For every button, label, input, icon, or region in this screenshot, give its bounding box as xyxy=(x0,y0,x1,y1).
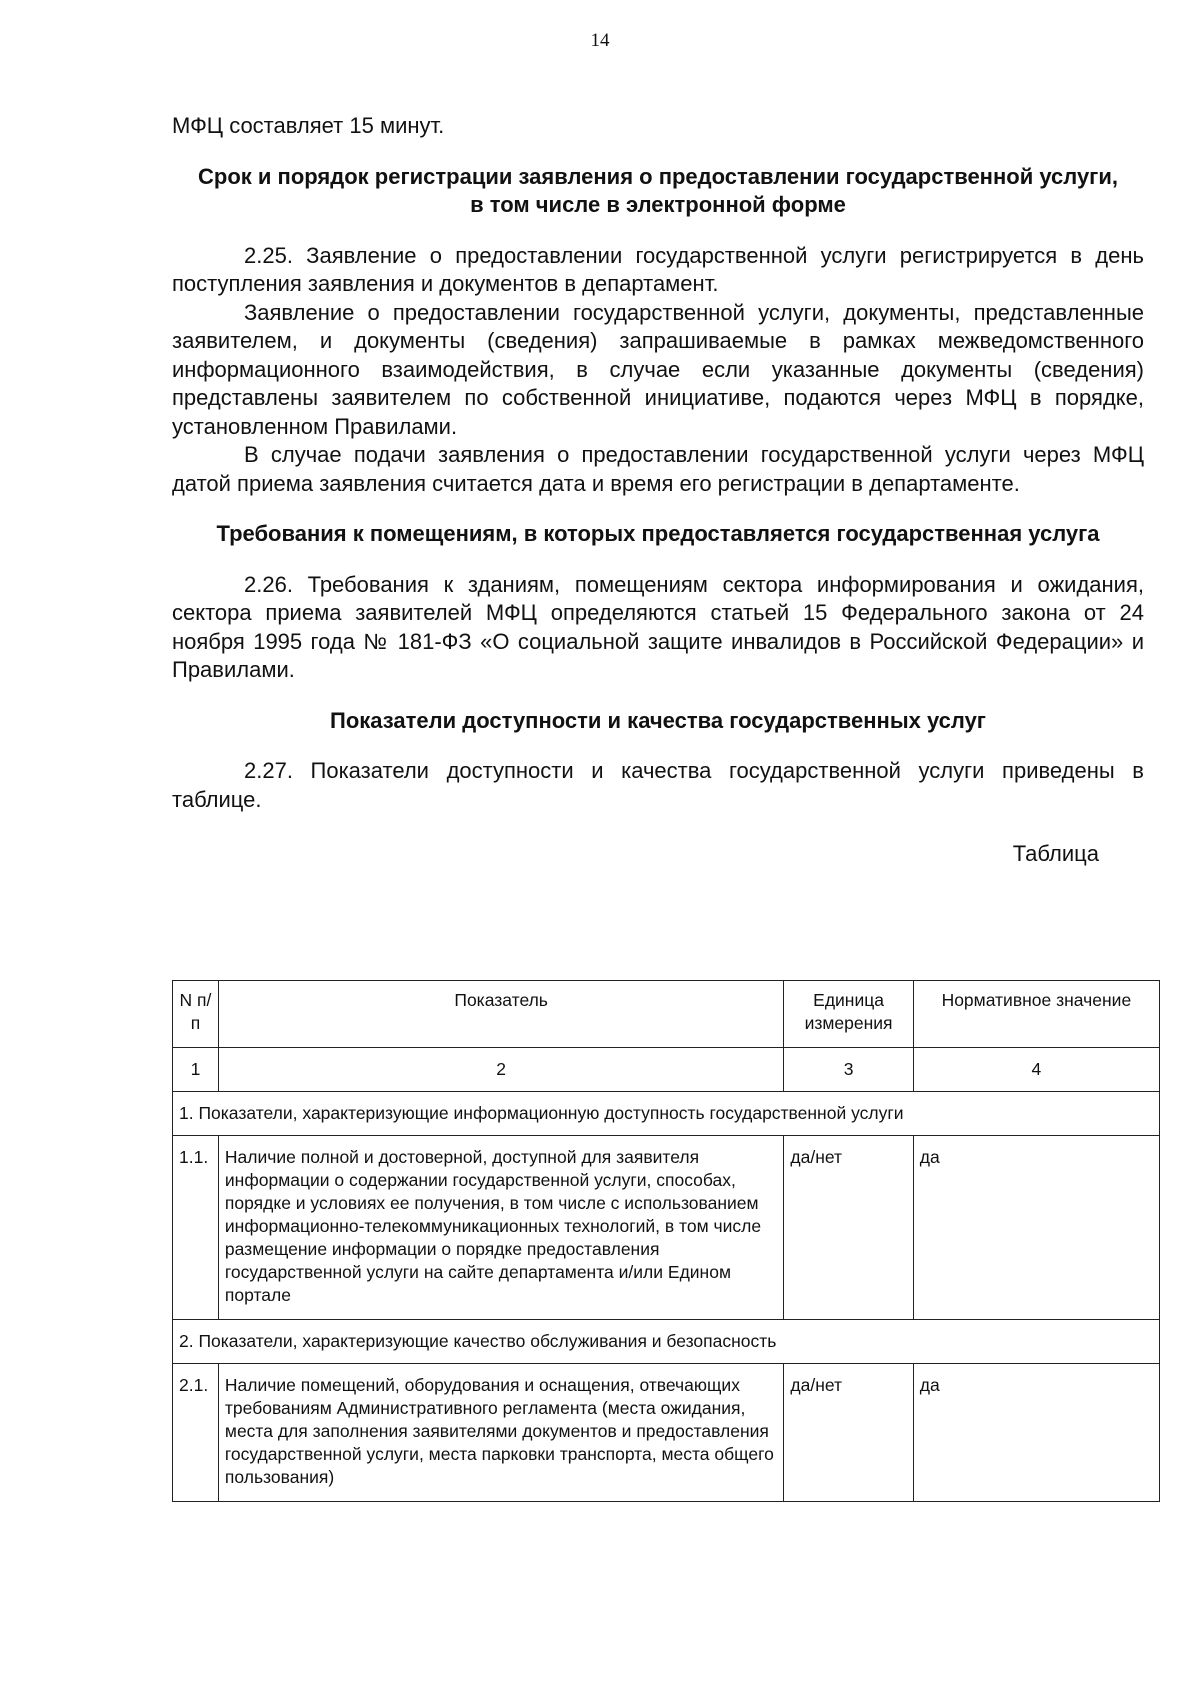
row-unit: да/нет xyxy=(784,1136,913,1320)
table-row xyxy=(173,1136,1160,1320)
table-row xyxy=(173,1364,1160,1502)
table-caption: Таблица xyxy=(1012,841,1099,866)
paragraph-mfc-date: В случае подачи заявления о предоставлении государственной услуги через МФЦ датой приема заявления считается дата и время его регистрации в департаменте. xyxy=(172,442,1144,496)
column-number: 1 xyxy=(173,1048,219,1092)
column-number: 4 xyxy=(913,1048,1159,1092)
row-indicator: Наличие помещений, оборудования и оснащения, отвечающих требованиям Административного регламента (места ожидания, места для заполнения заявителями документов и предоставления государственной услуги, места парковки транспорта, места общего пользования) xyxy=(218,1364,783,1502)
paragraph-2-26: 2.26. Требования к зданиям, помещениям сектора информирования и ожидания, сектора приема заявителей МФЦ определяются статьей 15 Федерального закона от 24 ноября 1995 года № 181-ФЗ «О социальной защите инвалидов в Российской Федерации» и Правилами. xyxy=(172,571,1144,682)
indicators-table xyxy=(172,980,1160,1502)
paragraph-intro: МФЦ составляет 15 минут. xyxy=(172,113,445,138)
table-section-row xyxy=(173,1320,1160,1364)
section-title: 1. Показатели, характеризующие информационную доступность государственной услуги xyxy=(173,1092,1160,1136)
page-number: 14 xyxy=(590,30,610,51)
paragraph-2-27: 2.27. Показатели доступности и качества государственной услуги приведены в таблице. xyxy=(172,758,1144,812)
row-number: 2.1. xyxy=(173,1364,219,1502)
row-value: да xyxy=(913,1364,1159,1502)
table-column-numbers-row xyxy=(173,1048,1160,1092)
row-unit: да/нет xyxy=(784,1364,913,1502)
section-title: 2. Показатели, характеризующие качество обслуживания и безопасность xyxy=(173,1320,1160,1364)
header-number: N п/п xyxy=(173,981,219,1048)
row-indicator: Наличие полной и достоверной, доступной для заявителя информации о содержании государственной услуги, способах, порядке и условиях ее получения, в том числе с использованием информационно-телекоммуникационных технологий, в том числе размещение информации о порядке предоставления государственной услуги на сайте департамента и/или Едином портале xyxy=(218,1136,783,1320)
header-unit: Единица измерения xyxy=(784,981,913,1048)
row-value: да xyxy=(913,1136,1159,1320)
heading-registration: Срок и порядок регистрации заявления о предоставлении государственной услуги, в том числе в электронной форме xyxy=(198,163,1118,217)
column-number: 2 xyxy=(218,1048,783,1092)
table-section-row xyxy=(173,1092,1160,1136)
row-number: 1.1. xyxy=(173,1136,219,1320)
heading-indicators: Показатели доступности и качества государственных услуг xyxy=(330,707,986,733)
paragraph-2-25: 2.25. Заявление о предоставлении государственной услуги регистрируется в день поступления заявления и документов в департамент. xyxy=(172,242,1144,296)
column-number: 3 xyxy=(784,1048,913,1092)
header-normative-value: Нормативное значение xyxy=(913,981,1159,1048)
document-body xyxy=(172,112,1144,868)
heading-premises: Требования к помещениям, в которых предоставляется государственная услуга xyxy=(216,521,1100,546)
paragraph-application-docs: Заявление о предоставлении государственной услуги, документы, представленные заявителем, и документы (сведения) запрашиваемые в рамках межведомственного информационного взаимодействия, в случае если указанные документы (сведения) представлены заявителем по собственной инициативе, подаются через МФЦ в порядке, установленном Правилами. xyxy=(172,299,1144,439)
header-indicator: Показатель xyxy=(218,981,783,1048)
table-header-row xyxy=(173,981,1160,1048)
